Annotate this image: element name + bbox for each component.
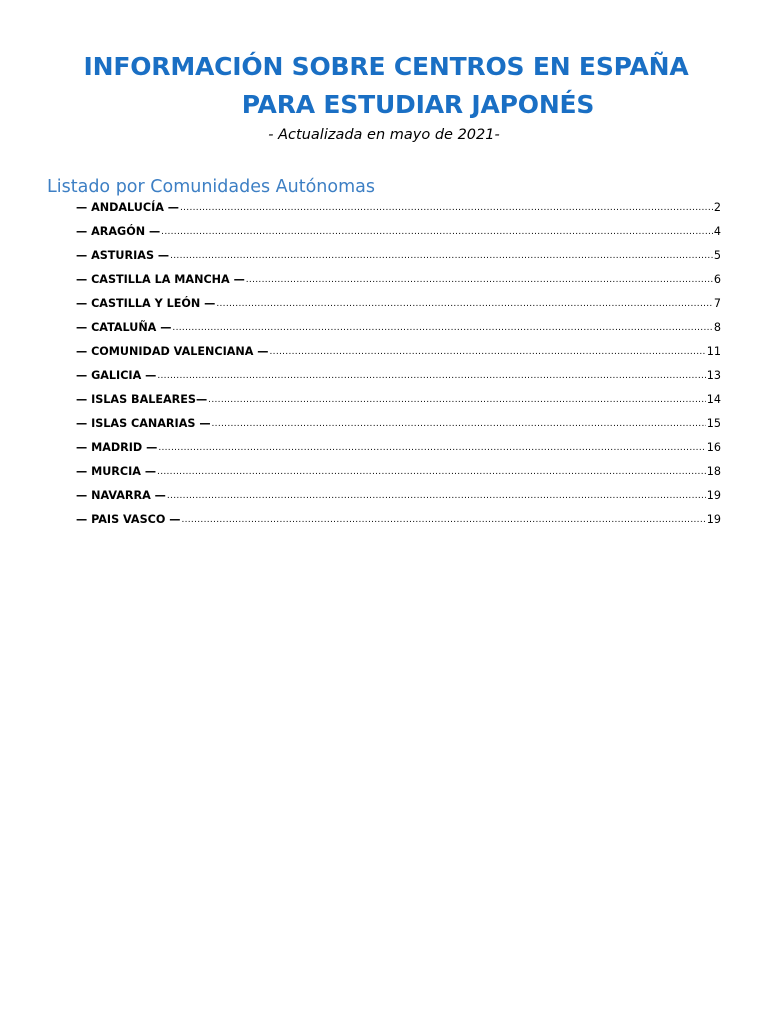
toc-entry-page: 15	[706, 417, 721, 430]
toc-entry-label: — ASTURIAS —	[76, 249, 170, 262]
toc-entry-page: 19	[706, 489, 721, 502]
toc-leader-dots	[270, 344, 706, 357]
toc-entry-andalucia[interactable]	[76, 201, 721, 225]
toc-entry-label: — MADRID —	[76, 441, 158, 454]
toc-entry-label: — PAIS VASCO —	[76, 513, 181, 526]
toc-leader-dots	[161, 224, 713, 237]
toc-entry-page: 6	[713, 273, 721, 286]
toc-entry-page: 2	[713, 201, 721, 214]
toc-leader-dots	[181, 512, 705, 525]
toc-entry-page: 18	[706, 465, 721, 478]
toc-entry-label: — ISLAS BALEARES—	[76, 393, 208, 406]
toc-entry-murcia[interactable]	[76, 465, 721, 489]
toc-entry-cataluna[interactable]	[76, 321, 721, 345]
toc-entry-asturias[interactable]	[76, 249, 721, 273]
toc-leader-dots	[216, 296, 713, 309]
table-of-contents	[76, 201, 721, 537]
toc-entry-page: 7	[713, 297, 721, 310]
toc-entry-galicia[interactable]	[76, 369, 721, 393]
toc-leader-dots	[157, 464, 706, 477]
toc-entry-aragon[interactable]	[76, 225, 721, 249]
toc-entry-navarra[interactable]	[76, 489, 721, 513]
toc-leader-dots	[158, 440, 705, 453]
document-title-line-2: PARA ESTUDIAR JAPONÉS	[241, 90, 595, 119]
toc-entry-label: — MURCIA —	[76, 465, 157, 478]
document-subtitle: - Actualizada en mayo de 2021-	[268, 127, 500, 143]
toc-entry-label: — COMUNIDAD VALENCIANA —	[76, 345, 269, 358]
toc-leader-dots	[157, 368, 705, 381]
toc-entry-page: 16	[706, 441, 721, 454]
toc-entry-label: — ISLAS CANARIAS —	[76, 417, 211, 430]
toc-entry-label: — NAVARRA —	[76, 489, 166, 502]
toc-entry-page: 4	[713, 225, 721, 238]
toc-leader-dots	[167, 488, 706, 501]
toc-heading: Listado por Comunidades Autónomas	[47, 177, 375, 197]
toc-entry-islas-baleares[interactable]	[76, 393, 721, 417]
toc-entry-page: 11	[706, 345, 721, 358]
toc-entry-castilla-la-mancha[interactable]	[76, 273, 721, 297]
toc-entry-label: — ARAGÓN —	[76, 225, 161, 238]
toc-entry-page: 19	[706, 513, 721, 526]
toc-entry-islas-canarias[interactable]	[76, 417, 721, 441]
toc-leader-dots	[172, 320, 712, 333]
toc-entry-page: 13	[706, 369, 721, 382]
toc-entry-page: 14	[706, 393, 721, 406]
toc-entry-page: 5	[713, 249, 721, 262]
toc-entry-label: — CATALUÑA —	[76, 321, 172, 334]
toc-leader-dots	[212, 416, 706, 429]
toc-entry-page: 8	[713, 321, 721, 334]
toc-entry-label: — ANDALUCÍA —	[76, 201, 179, 214]
toc-leader-dots	[246, 272, 713, 285]
toc-entry-label: — GALICIA —	[76, 369, 157, 382]
toc-entry-comunidad-valenciana[interactable]	[76, 345, 721, 369]
toc-entry-label: — CASTILLA LA MANCHA —	[76, 273, 245, 286]
toc-entry-label: — CASTILLA Y LEÓN —	[76, 297, 216, 310]
toc-leader-dots	[170, 248, 713, 261]
document-title-line-1: INFORMACIÓN SOBRE CENTROS EN ESPAÑA	[83, 52, 689, 81]
toc-entry-castilla-y-leon[interactable]	[76, 297, 721, 321]
toc-entry-madrid[interactable]	[76, 441, 721, 465]
toc-leader-dots	[208, 392, 706, 405]
toc-leader-dots	[180, 200, 713, 213]
toc-entry-pais-vasco[interactable]	[76, 513, 721, 537]
